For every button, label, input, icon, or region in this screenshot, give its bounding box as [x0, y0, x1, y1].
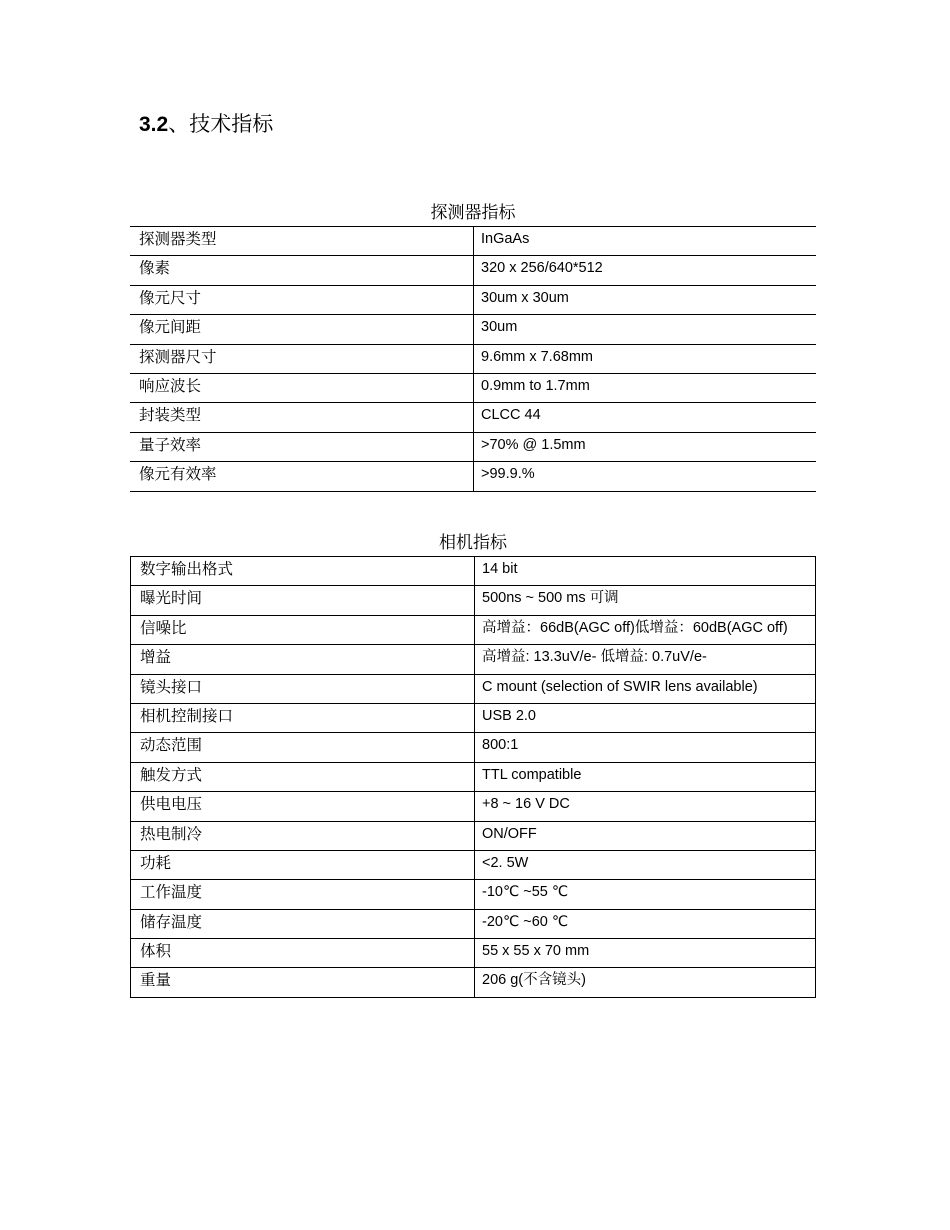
param-name-cell: 数字输出格式: [131, 557, 475, 586]
param-name-cell: 封装类型: [130, 403, 474, 432]
table-row: [130, 462, 816, 491]
table-row: [130, 256, 816, 285]
param-name-cell: 储存温度: [131, 909, 475, 938]
param-name-cell: 相机控制接口: [131, 703, 475, 732]
camera-table-caption: 相机指标: [439, 533, 507, 553]
param-name-cell: 量子效率: [130, 432, 474, 461]
table-row: [131, 762, 816, 791]
param-value-cell: 高增益: 13.3uV/e- 低增益: 0.7uV/e-: [475, 645, 816, 674]
table-row: [131, 645, 816, 674]
table-row: [131, 850, 816, 879]
param-value-cell: <2. 5W: [475, 850, 816, 879]
param-value-cell: 800:1: [475, 733, 816, 762]
param-name-cell: 像元有效率: [130, 462, 474, 491]
table-row: [131, 968, 816, 997]
param-name-cell: 热电制冷: [131, 821, 475, 850]
param-value-cell: C mount (selection of SWIR lens available): [475, 674, 816, 703]
param-value-cell: 14 bit: [475, 557, 816, 586]
param-name-cell: 供电电压: [131, 792, 475, 821]
param-name-cell: 像素: [130, 256, 474, 285]
param-value-cell: InGaAs: [474, 227, 817, 256]
param-name-cell: 像元尺寸: [130, 285, 474, 314]
param-value-cell: TTL compatible: [475, 762, 816, 791]
param-name-cell: 像元间距: [130, 315, 474, 344]
param-value-cell: 55 x 55 x 70 mm: [475, 939, 816, 968]
param-value-cell: +8 ~ 16 V DC: [475, 792, 816, 821]
table-row: [131, 703, 816, 732]
detector-spec-table: [130, 226, 816, 492]
table-row: [130, 315, 816, 344]
param-value-cell: 0.9mm to 1.7mm: [474, 373, 817, 402]
param-name-cell: 动态范围: [131, 733, 475, 762]
param-value-cell: 320 x 256/640*512: [474, 256, 817, 285]
table-row: [130, 344, 816, 373]
camera-spec-block: [130, 530, 816, 998]
param-value-cell: >70% @ 1.5mm: [474, 432, 817, 461]
param-value-cell: 30um: [474, 315, 817, 344]
param-name-cell: 探测器类型: [139, 230, 217, 248]
table-row: [131, 586, 816, 615]
param-value-cell: CLCC 44: [474, 403, 817, 432]
param-value-cell: >99.9.%: [474, 462, 817, 491]
param-value-cell: 高增益：66dB(AGC off)低增益：60dB(AGC off): [475, 615, 816, 644]
section-heading: [139, 108, 273, 138]
param-value-cell: 9.6mm x 7.68mm: [474, 344, 817, 373]
table-row: [131, 939, 816, 968]
table-row: [130, 285, 816, 314]
param-name-cell: 探测器尺寸: [130, 344, 474, 373]
table-row: [131, 557, 816, 586]
param-name-cell: 体积: [131, 939, 475, 968]
detector-table-caption: 探测器指标: [430, 203, 516, 223]
table-row: [131, 674, 816, 703]
section-title: 、技术指标: [168, 112, 274, 136]
param-value-cell: USB 2.0: [475, 703, 816, 732]
section-number: 3.2: [139, 113, 169, 136]
param-name-cell: 曝光时间: [131, 586, 475, 615]
camera-table-body: [131, 557, 816, 998]
table-row: [131, 733, 816, 762]
param-name-cell: 增益: [131, 645, 475, 674]
param-name-cell: 信噪比: [131, 615, 475, 644]
param-value-cell: ON/OFF: [475, 821, 816, 850]
param-name-cell: 工作温度: [131, 880, 475, 909]
table-row: [130, 432, 816, 461]
table-row: [131, 909, 816, 938]
table-row: [131, 821, 816, 850]
table-row: [130, 403, 816, 432]
param-name-cell: 功耗: [131, 850, 475, 879]
param-value-cell: 30um x 30um: [474, 285, 817, 314]
param-value-cell: -20℃ ~60 ℃: [475, 909, 816, 938]
param-name-cell: 重量: [131, 968, 475, 997]
camera-spec-table: [130, 556, 816, 998]
param-value-cell: 206 g(不含镜头): [475, 968, 816, 997]
detector-spec-block: [130, 200, 816, 492]
table-row: [130, 373, 816, 402]
detector-table-body: [130, 227, 816, 492]
table-row: [131, 792, 816, 821]
param-name-cell: 触发方式: [131, 762, 475, 791]
param-name-cell: 镜头接口: [131, 674, 475, 703]
param-value-cell: 500ns ~ 500 ms 可调: [475, 586, 816, 615]
table-row: [131, 615, 816, 644]
param-value-cell: -10℃ ~55 ℃: [475, 880, 816, 909]
table-row: [131, 880, 816, 909]
table-row: [130, 227, 816, 256]
param-name-cell: 响应波长: [130, 373, 474, 402]
